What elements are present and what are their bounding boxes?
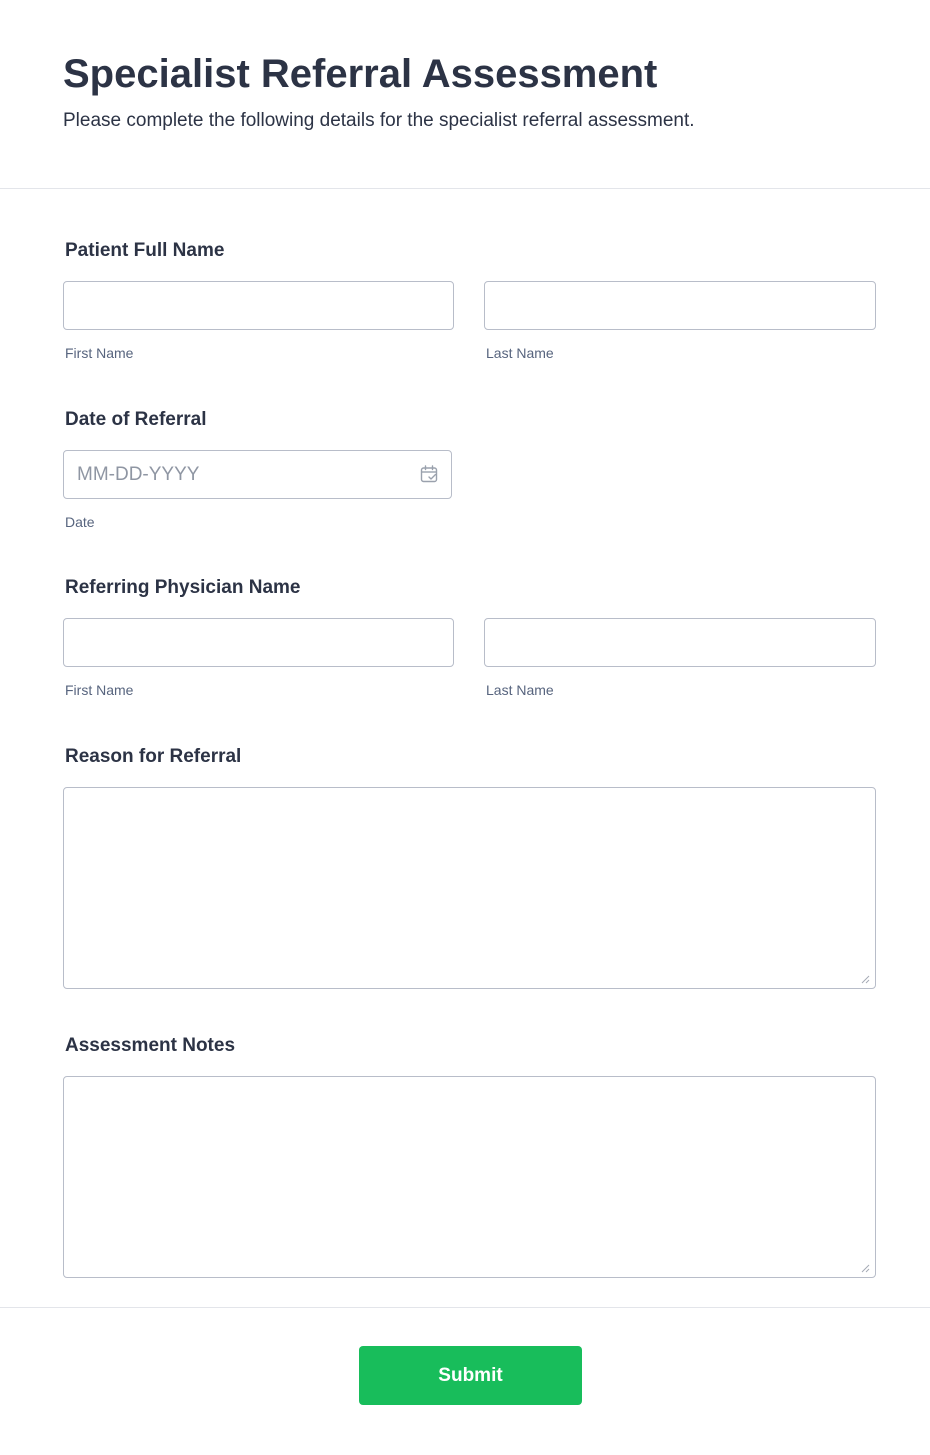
- referral-date-field: [63, 450, 452, 499]
- physician-last-name-input[interactable]: [484, 618, 876, 667]
- reason-resize-handle[interactable]: [860, 974, 870, 984]
- reason-label: Reason for Referral: [65, 746, 242, 767]
- page-title: Specialist Referral Assessment: [63, 52, 658, 96]
- submit-button[interactable]: Submit: [359, 1346, 582, 1405]
- physician-name-label: Referring Physician Name: [65, 577, 301, 598]
- notes-textarea[interactable]: [63, 1076, 876, 1278]
- notes-resize-handle[interactable]: [860, 1263, 870, 1273]
- form-header: [0, 0, 930, 189]
- referral-date-label: Date of Referral: [65, 409, 207, 430]
- patient-first-name-sublabel: First Name: [65, 345, 134, 361]
- reason-textarea[interactable]: [63, 787, 876, 989]
- physician-last-name-sublabel: Last Name: [486, 682, 554, 698]
- patient-last-name-input[interactable]: [484, 281, 876, 330]
- patient-name-label: Patient Full Name: [65, 240, 225, 261]
- patient-last-name-sublabel: Last Name: [486, 345, 554, 361]
- notes-label: Assessment Notes: [65, 1035, 236, 1056]
- referral-date-sublabel: Date: [65, 514, 95, 530]
- patient-first-name-input[interactable]: [63, 281, 454, 330]
- calendar-icon[interactable]: [420, 465, 438, 483]
- physician-first-name-sublabel: First Name: [65, 682, 134, 698]
- referral-date-input[interactable]: [63, 450, 452, 499]
- page-subtitle: Please complete the following details for the specialist referral assessment.: [63, 110, 695, 131]
- physician-first-name-input[interactable]: [63, 618, 454, 667]
